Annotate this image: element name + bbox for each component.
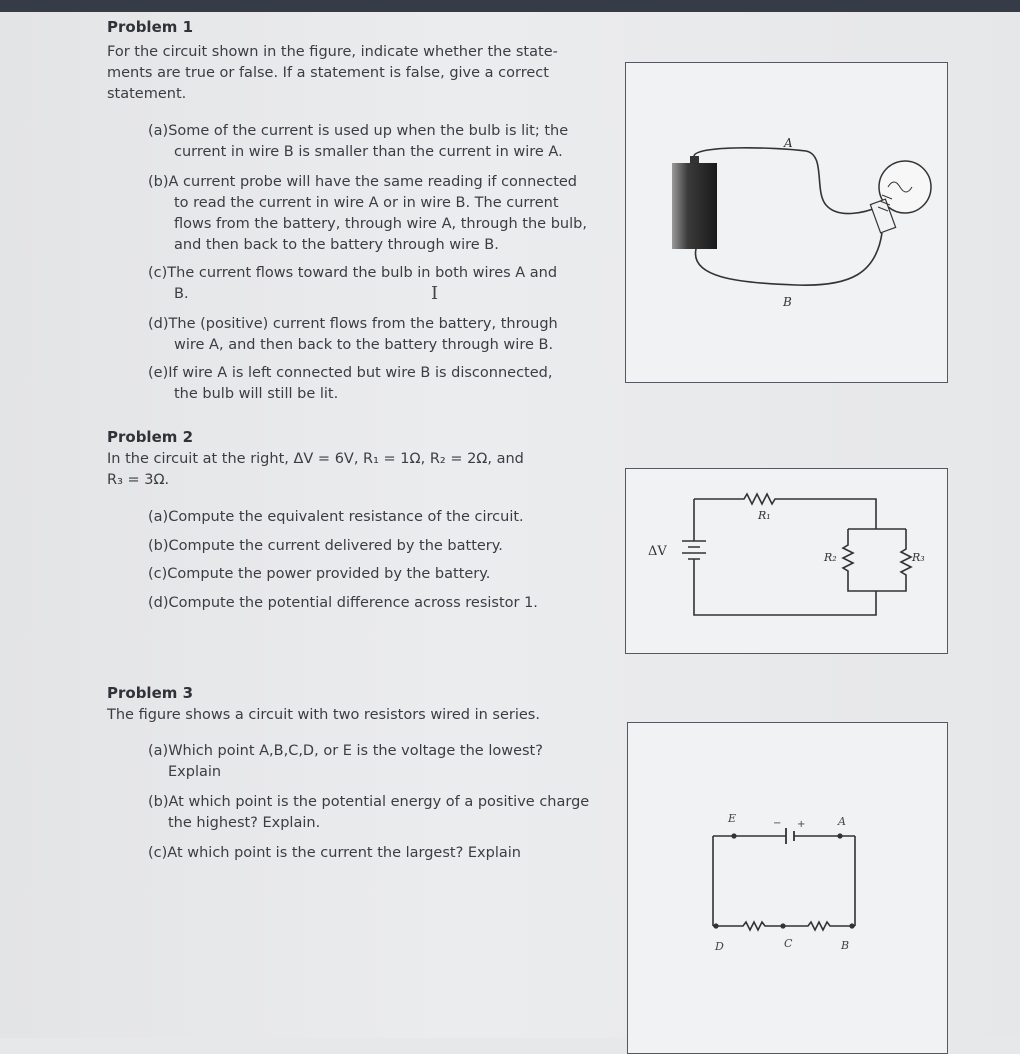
problem-2-item-b: (b)Compute the current delivered by the battery. xyxy=(148,538,503,554)
wire-a xyxy=(694,148,878,214)
problem-1-item-d xyxy=(148,314,598,356)
top-wire-with-r1 xyxy=(694,494,906,529)
wire-b-label: B xyxy=(783,295,792,309)
dv-label: ΔV xyxy=(648,544,667,559)
problem-2-intro-line-1: In the circuit at the right, ΔV = 6V, R₁ = 1Ω, R₂ = 2Ω, and xyxy=(107,451,524,467)
label-plus: + xyxy=(797,819,806,830)
resistor-circuit-diagram xyxy=(626,469,947,653)
battery-plates xyxy=(682,541,706,559)
problem-1-item-c xyxy=(148,263,598,305)
parallel-resistors-r2-r3 xyxy=(843,529,911,591)
wire-b xyxy=(695,233,882,285)
point-a xyxy=(837,833,842,838)
problem-2-item-d: (d)Compute the potential difference across resistor 1. xyxy=(148,595,538,611)
problem-1-intro-line-3: statement. xyxy=(107,86,187,102)
battery-terminal xyxy=(690,156,699,163)
p3-a-line-1: (a)Which point A,B,C,D, or E is the voltage the lowest? xyxy=(148,743,543,759)
p3-b-line-1: (b)At which point is the potential energy of a positive charge xyxy=(148,794,590,810)
bulb-circuit-diagram xyxy=(626,63,947,382)
problem-1-title: Problem 1 xyxy=(107,18,194,36)
problem-3-item-c: (c)At which point is the current the largest? Explain xyxy=(148,845,521,861)
p1-a-line-1: (a)Some of the current is used up when the bulb is lit; the xyxy=(148,123,569,139)
problem-3-title: Problem 3 xyxy=(107,684,194,702)
problem-1-intro xyxy=(107,42,597,105)
r1-label: R₁ xyxy=(758,509,771,522)
p1-e-line-1: (e)If wire A is left connected but wire B is disconnected, xyxy=(148,365,553,381)
problem-2-item-c: (c)Compute the power provided by the battery. xyxy=(148,566,491,582)
battery-symbol xyxy=(786,828,794,844)
point-e xyxy=(731,833,736,838)
p1-b-line-4: and then back to the battery through wire B. xyxy=(174,237,499,253)
label-e: E xyxy=(728,812,737,825)
text-cursor-icon: I xyxy=(431,283,439,304)
p1-a-line-2: current in wire B is smaller than the current in wire A. xyxy=(174,144,563,160)
p1-c-line-1: (c)The current flows toward the bulb in both wires A and xyxy=(148,265,558,281)
p3-a-line-2: Explain xyxy=(168,764,222,780)
label-minus: − xyxy=(773,818,782,829)
p1-b-line-2: to read the current in wire A or in wire B. The current xyxy=(174,195,559,211)
label-d: D xyxy=(715,940,724,953)
wire-a-label: A xyxy=(784,136,793,150)
point-d xyxy=(713,923,718,928)
r2-label: R₂ xyxy=(824,551,837,564)
problem-1-item-a xyxy=(148,121,598,163)
problem-1-item-e xyxy=(148,363,598,405)
point-c xyxy=(780,923,785,928)
p3-b-line-2: the highest? Explain. xyxy=(168,815,321,831)
label-b: B xyxy=(841,939,850,952)
point-b xyxy=(849,923,854,928)
problem-1-intro-line-2: ments are true or false. If a statement is false, give a correct xyxy=(107,65,549,81)
problem-3-figure xyxy=(627,722,948,1054)
battery xyxy=(672,163,717,249)
problem-2-intro-line-2: R₃ = 3Ω. xyxy=(107,472,170,488)
p1-e-line-2: the bulb will still be lit. xyxy=(174,386,339,402)
series-circuit-diagram xyxy=(628,723,947,1053)
problem-2-intro xyxy=(107,449,597,491)
top-bar xyxy=(0,0,1020,12)
p1-d-line-1: (d)The (positive) current flows from the battery, through xyxy=(148,316,558,332)
problem-1-figure xyxy=(625,62,948,383)
p1-c-line-2: B. xyxy=(174,286,189,302)
problem-3-intro: The figure shows a circuit with two resistors wired in series. xyxy=(107,707,540,723)
problem-3-item-b xyxy=(148,792,598,834)
r3-label: R₃ xyxy=(912,551,925,564)
label-a: A xyxy=(838,815,846,828)
problem-2-figure xyxy=(625,468,948,654)
problem-3-item-a xyxy=(148,741,598,783)
p1-d-line-2: wire A, and then back to the battery through wire B. xyxy=(174,337,554,353)
problem-2-item-a: (a)Compute the equivalent resistance of the circuit. xyxy=(148,509,524,525)
problem-2-title: Problem 2 xyxy=(107,428,194,446)
problem-1-item-b xyxy=(148,172,598,256)
p1-b-line-1: (b)A current probe will have the same reading if connected xyxy=(148,174,578,190)
p1-b-line-3: flows from the battery, through wire A, through the bulb, xyxy=(174,216,587,232)
label-c: C xyxy=(784,937,793,950)
problem-1-intro-line-1: For the circuit shown in the figure, indicate whether the state- xyxy=(107,44,558,60)
